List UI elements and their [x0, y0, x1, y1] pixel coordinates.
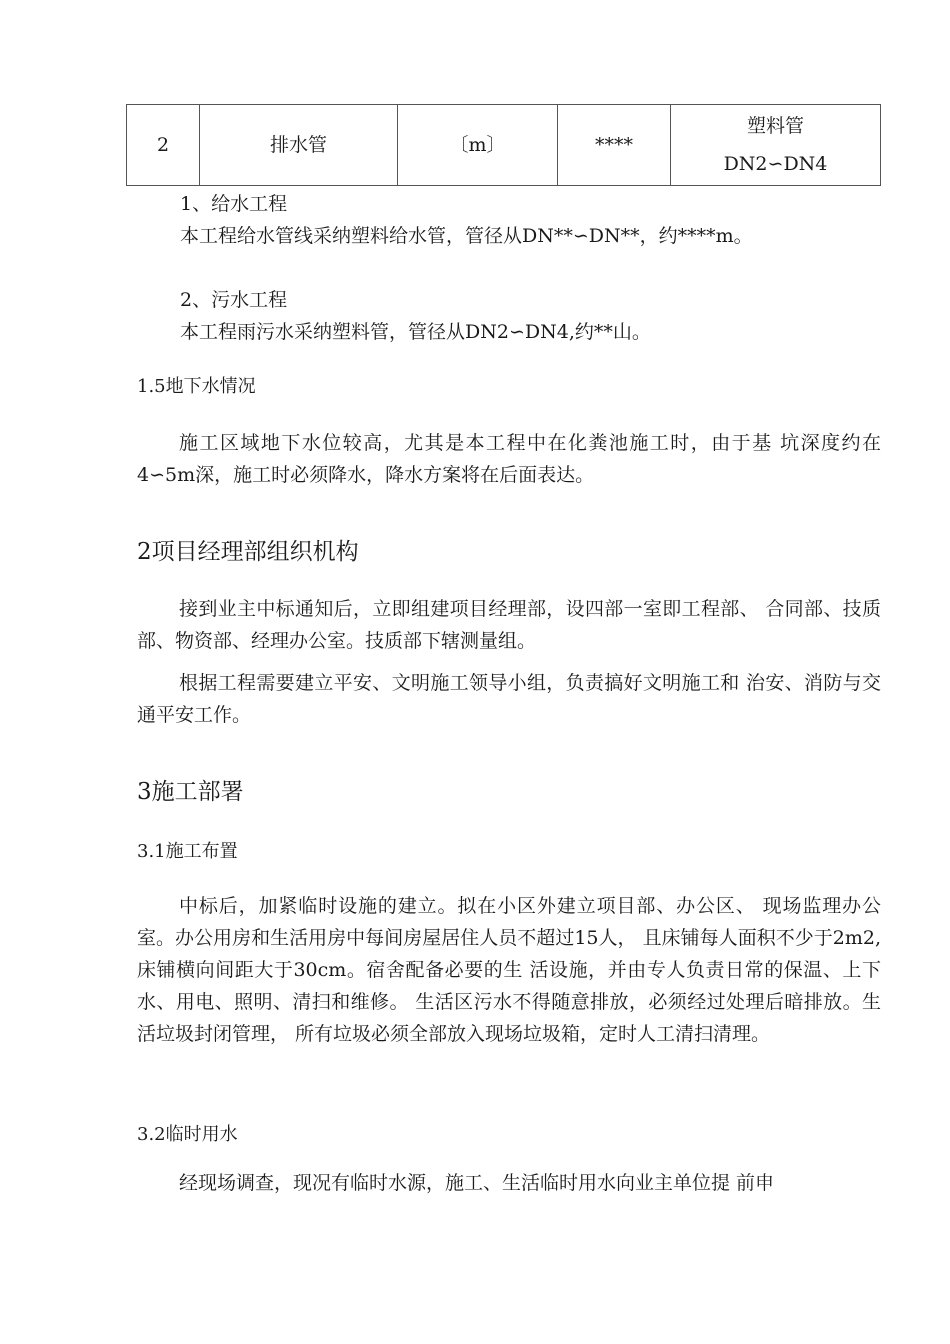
temp-water-heading: 3.2临时用水: [137, 1124, 238, 1145]
deploy-heading: 3施工部署: [137, 779, 244, 805]
sewage-heading: 2、污水工程: [180, 289, 288, 311]
table-row: [127, 105, 881, 186]
layout-paragraph: 中标后，加紧临时设施的建立。拟在小区外建立项目部、办公区、 现场监理办公室。办公用房和生活用房中每间房屋居住人员不超过15人， 且床铺每人面积不少于2m2,床铺横向间距大于30cm。宿舍配备必要的生 活设施，并由专人负责日常的保温、上下水、用电、照明、清扫和维修。 生活区污水不得随意排放，必须经过处理后暗排放。生活垃圾封闭管理， 所有垃圾必须全部放入现场垃圾箱，定时人工清扫清理。: [137, 895, 881, 1045]
table-cell-unit: 〔m〕: [398, 105, 558, 186]
table-cell-spec-material: 塑料管: [746, 115, 804, 137]
temp-water-paragraph: 经现场调查，现况有临时水源，施工、生活临时用水向业主单位提 前申: [179, 1172, 775, 1194]
table-cell-spec-size: DN2∽DN4: [723, 153, 828, 175]
groundwater-heading: 1.5地下水情况: [137, 376, 256, 397]
water-supply-text: 本工程给水管线采纳塑料给水管，管径从DN**∽DN**，约****m。: [180, 225, 753, 247]
table-cell-spec: [671, 105, 881, 186]
table-cell-name: 排水管: [200, 105, 398, 186]
table-cell-quantity: ****: [558, 105, 671, 186]
sewage-text: 本工程雨污水采纳塑料管，管径从DN2∽DN4,约**山。: [180, 321, 651, 343]
pipe-table: [126, 104, 881, 186]
org-heading: 2项目经理部组织机构: [137, 539, 359, 565]
org-paragraph-2: 根据工程需要建立平安、文明施工领导小组，负责搞好文明施工和 治安、消防与交通平安工作。: [137, 672, 881, 726]
table-cell-index: 2: [127, 105, 200, 186]
layout-heading: 3.1施工布置: [137, 841, 238, 862]
org-paragraph-1: 接到业主中标通知后，立即组建项目经理部，设四部一室即工程部、 合同部、技质部、物资部、经理办公室。技质部下辖测量组。: [137, 598, 881, 652]
groundwater-paragraph: 施工区域地下水位较高，尤其是本工程中在化粪池施工时，由于基 坑深度约在4∽5m深，施工时必须降水，降水方案将在后面表达。: [137, 432, 881, 486]
water-supply-heading: 1、给水工程: [180, 193, 288, 215]
